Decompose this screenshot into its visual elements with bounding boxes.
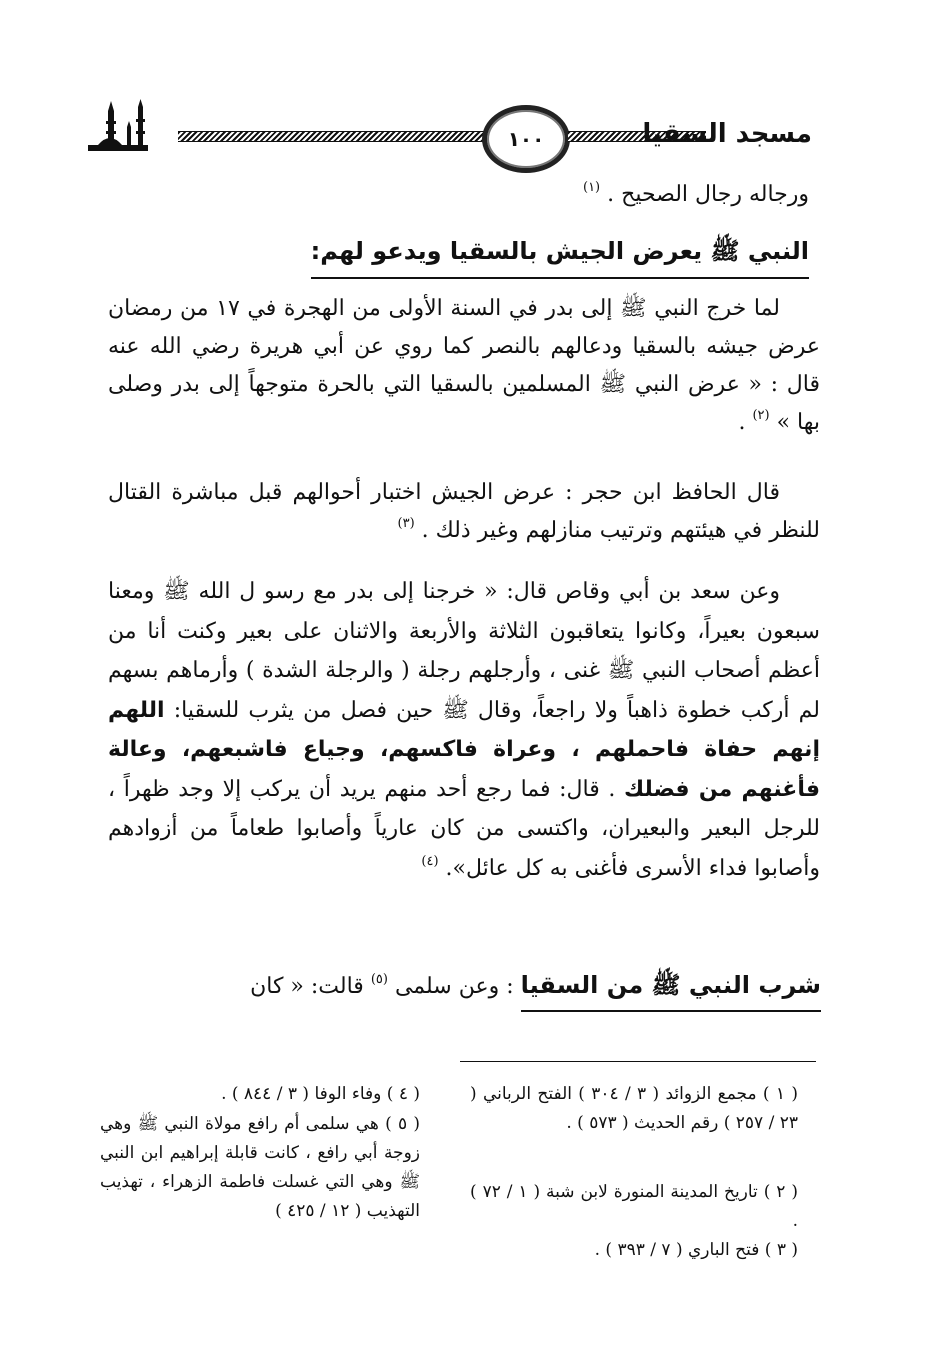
page-number: ١٠٠ (507, 127, 545, 151)
mosque-minarets-icon (88, 97, 148, 155)
footnote: ( ٥ ) هي سلمى أم رافع مولاة النبي ﷺ وهي زوجة أبي رافع ، كانت قابلة إبراهيم ابن النبي ﷺ وهي التي غسلت فاطمة الزهراء ، تهذيب التهذيب ( ١٢ / ٤٢٥ ) (100, 1114, 420, 1221)
header-ornament-rule (178, 131, 484, 142)
footnote: ( ٢ ) تاريخ المدينة المنورة لابن شبة ( ١ / ٧٢ ) . (470, 1182, 798, 1231)
page-number-ring (482, 105, 570, 173)
section-heading: شرب النبي ﷺ من السقيا (521, 966, 821, 1012)
text-line (209, 176, 809, 214)
footnote: ( ٤ ) وفاء الوفا ( ٣ / ٨٤٤ ) . (221, 1084, 420, 1104)
text-line-content: ورجاله رجال الصحيح . (607, 182, 809, 207)
paragraph (108, 290, 820, 442)
page-header (82, 95, 812, 163)
footnote-ref: (٤) (421, 853, 439, 869)
footnote: ( ٣ ) فتح الباري ( ٧ / ٣٩٣ ) . (594, 1240, 798, 1260)
footnote-ref: (١) (582, 180, 601, 195)
paragraph-text: وعن سعد بن أبي وقاص قال: « خرجنا إلى بدر مع رسو ل الله ﷺ ومعنا سبعون بعيراً، وكانوا يتعاقبون الثلاثة والأربعة والاثنان على بعير وكنت أنا من أعظم أصحاب النبي ﷺ غنى ، وأرجلهم رجلة ( والرجلة الشدة ) وأرماهم بسهم لم أركب خطوة ذاهباً ولا راجعاً، وقال ﷺ حين فصل من يثرب للسقيا: (108, 579, 820, 723)
section-heading: النبي ﷺ يعرض الجيش بالسقيا ويدعو لهم: (311, 236, 809, 279)
footnote-ref: (٥) (370, 972, 388, 987)
paragraph-text: . قال: فما رجع أحد منهم يريد أن يركب إلا وجد ظهراً ، للرجل البعير والبعيران، واكتسى من كان عارياً وأصابوا طعاماً من أزوادهم وأصابوا فداء الأسرى فأغنى به كل عائل». (108, 776, 820, 881)
paragraph-text: : وعن سلمى (394, 974, 514, 999)
prayer-quote: اللهم إنهم حفاة فاحملهم ، وعراة فاكسهم، وجياع فاشبعهم، وعالة فأغنهم من فضلك (108, 697, 820, 802)
paragraph (108, 572, 820, 888)
footnote-separator (460, 1061, 816, 1062)
footnote: ( ١ ) مجمع الزوائد ( ٣ / ٣٠٤ ) الفتح الرباني ( ٢٣ / ٢٥٧ ) رقم الحديث ( ٥٧٣ ) . (470, 1084, 798, 1133)
footnote-ref: (٣) (397, 516, 415, 531)
paragraph-text: قال الحافظ ابن حجر : عرض الجيش اختبار أحوالهم قبل مباشرة القتال للنظر في هيئتهم وترتيب منازلهم وغير ذلك . (108, 480, 820, 543)
footnote-ref: (٢) (752, 408, 770, 423)
paragraph (108, 474, 820, 550)
running-title: مسجد السقيا (642, 119, 812, 149)
paragraph-text: لما خرج النبي ﷺ إلى بدر في السنة الأولى من الهجرة في ١٧ من رمضان عرض جيشه بالسقيا ودعالهم بالنصر كما روي عن أبي هريرة رضي الله عنه قال : « عرض النبي ﷺ المسلمين بالسقيا التي بالحرة متوجهاً إلى بدر وصلى بها » (108, 296, 820, 435)
paragraph-end: . (738, 410, 746, 435)
paragraph (109, 966, 821, 1012)
paragraph-text: قالت: « كان (250, 974, 364, 999)
